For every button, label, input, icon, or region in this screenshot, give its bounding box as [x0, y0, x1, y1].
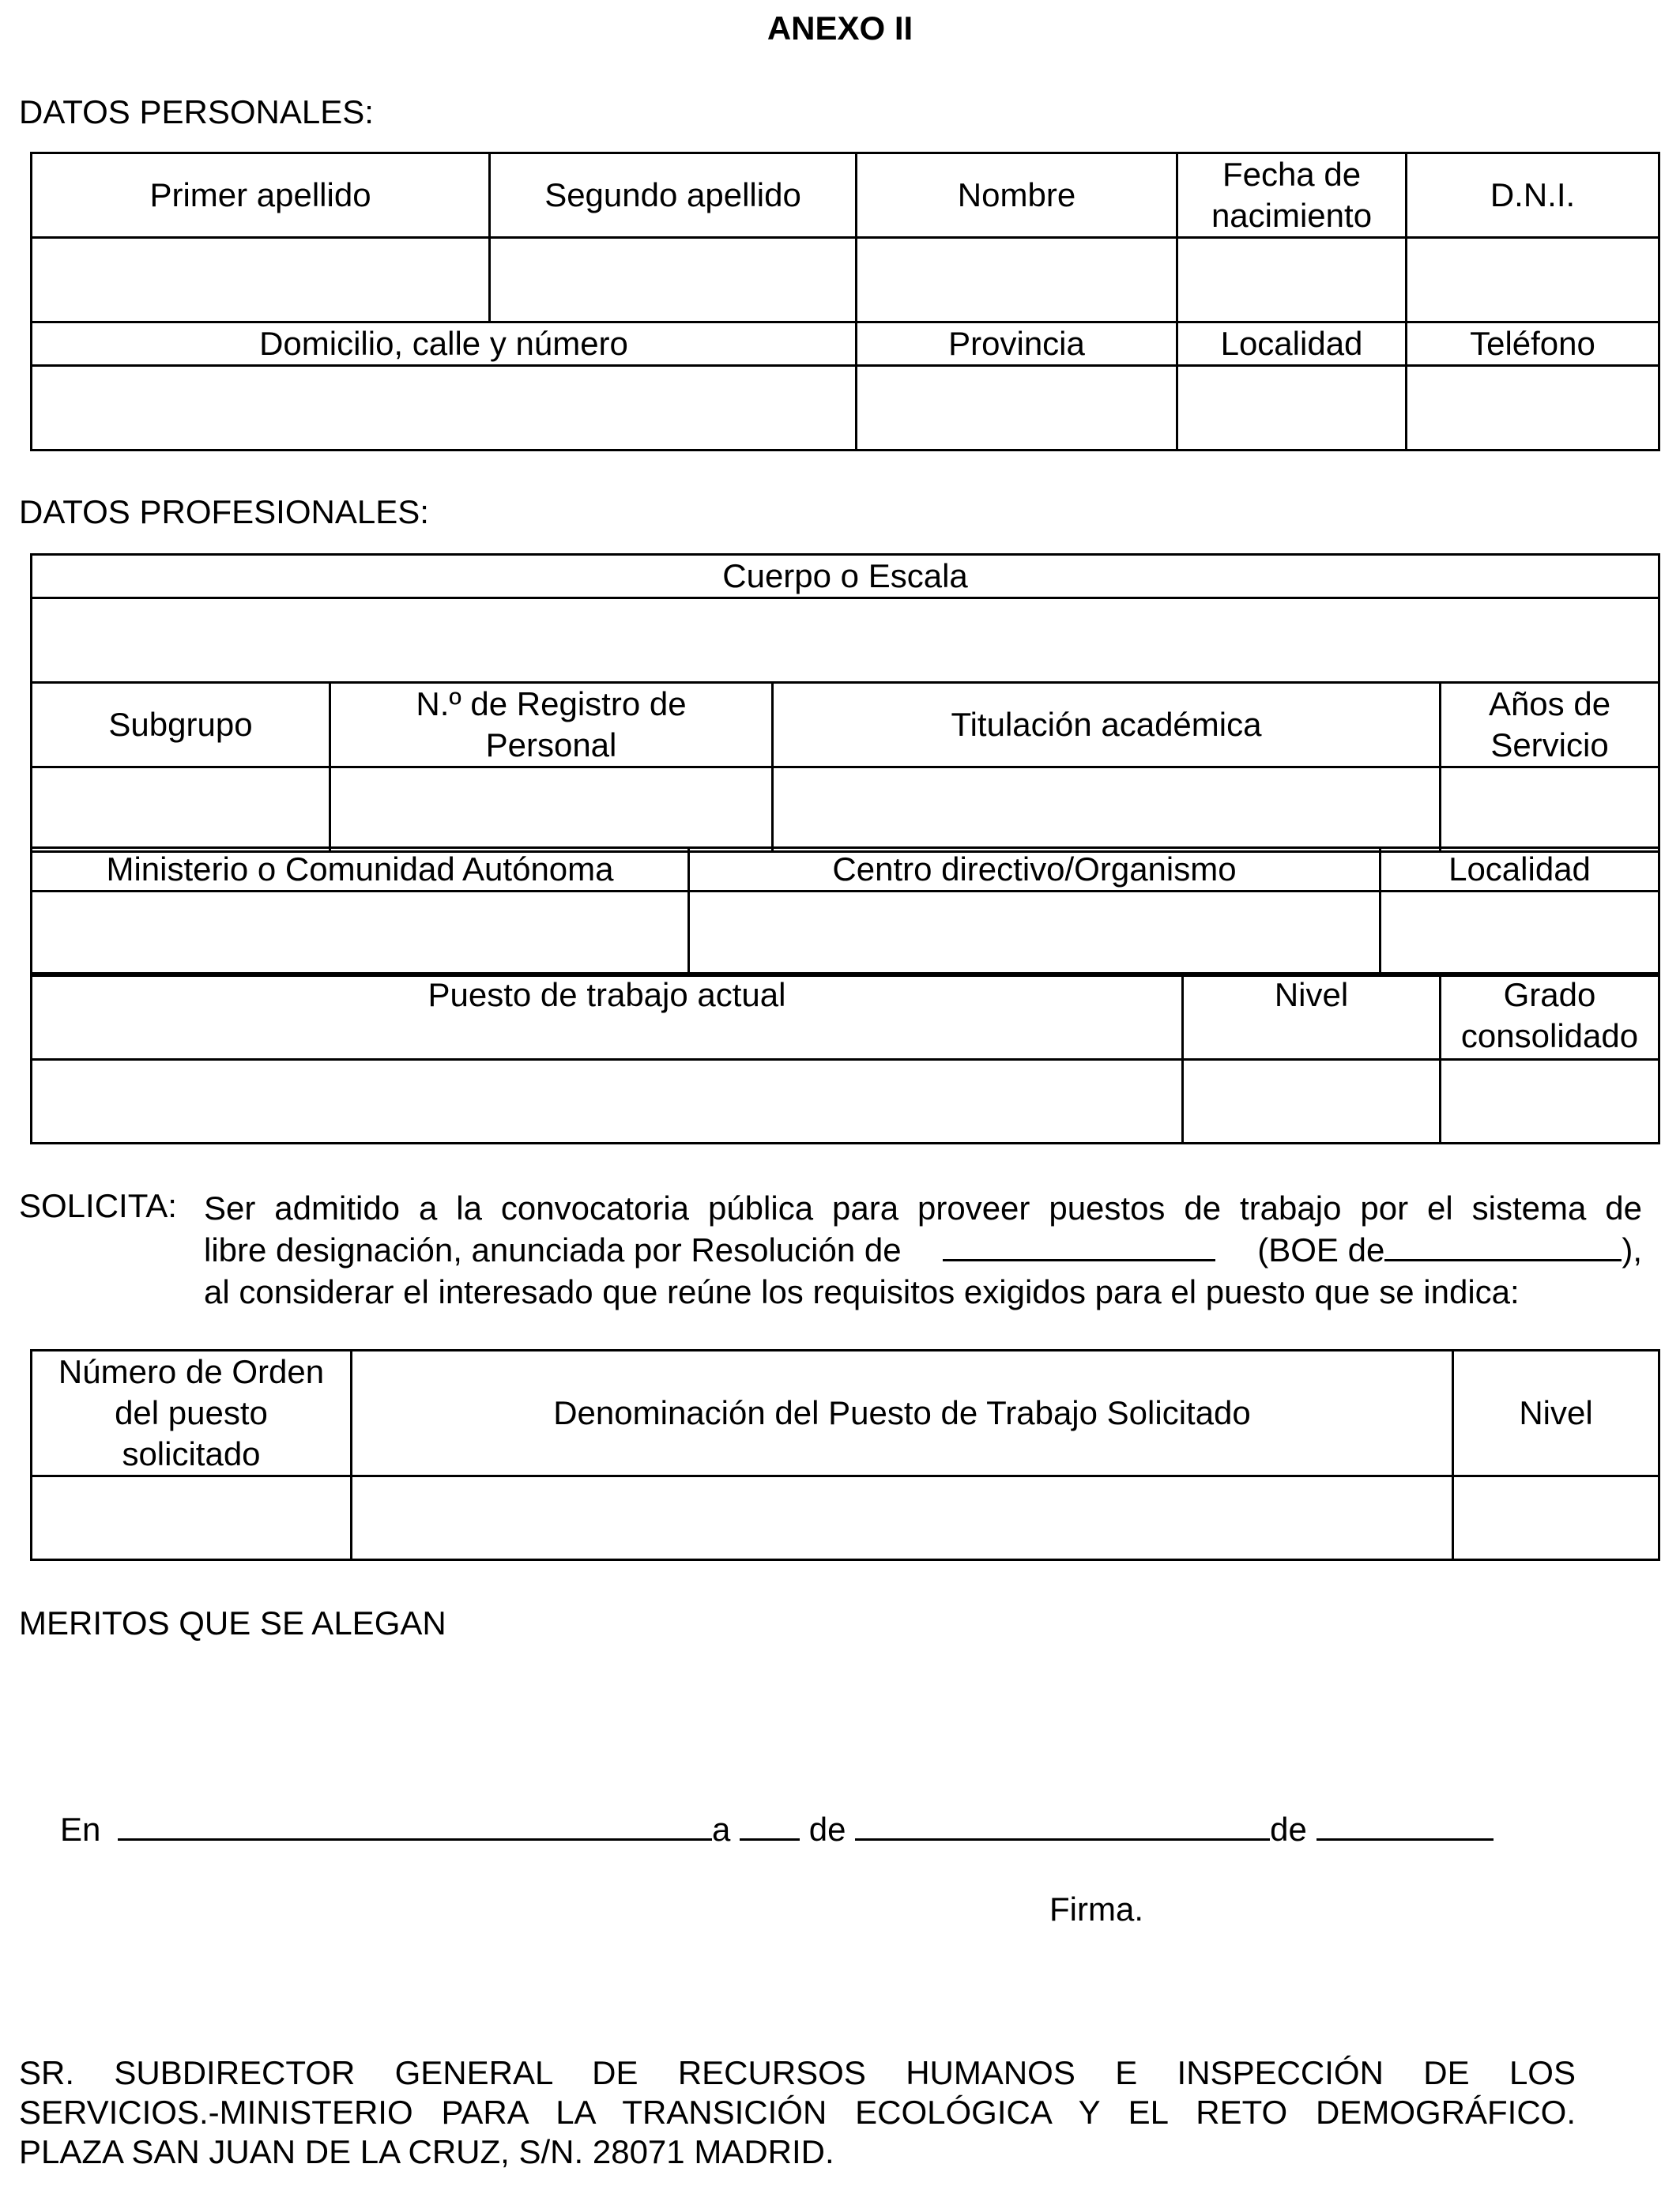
professional-data-table-2	[30, 846, 1660, 977]
addressee-line-1: SR. SUBDIRECTOR GENERAL DE RECURSOS HUMANOS E INSPECCIÓN DE LOS	[19, 2054, 1576, 2091]
nivel-solicitado-field[interactable]	[1453, 1476, 1659, 1560]
professional-data-table-3	[30, 972, 1660, 1144]
fecha-nacimiento-header: Fecha de nacimiento	[1177, 153, 1407, 238]
solicita-line-3: al considerar el interesado que reúne los requisitos exigidos para el puesto que se indica:	[204, 1273, 1520, 1310]
day-blank[interactable]	[740, 1808, 800, 1841]
solicita-line-2: libre designación, anunciada por Resolución de (BOE de ),	[204, 1229, 1642, 1271]
nombre-header: Nombre	[857, 153, 1177, 238]
place-date-line: En a de de	[60, 1808, 1494, 1849]
firma-label: Firma.	[1049, 1891, 1143, 1928]
grado-consolidado-field[interactable]	[1441, 1060, 1659, 1144]
telefono-header: Teléfono	[1407, 322, 1659, 366]
dni-field[interactable]	[1407, 238, 1659, 322]
personal-data-table	[30, 152, 1660, 451]
nivel-header: Nivel	[1183, 974, 1441, 1060]
centro-directivo-header: Centro directivo/Organismo	[689, 848, 1381, 892]
month-blank[interactable]	[855, 1808, 1270, 1841]
numero-orden-header: Número de Orden del puesto solicitado	[32, 1351, 352, 1476]
registro-personal-field[interactable]	[330, 767, 773, 852]
anos-servicio-field[interactable]	[1441, 767, 1659, 852]
centro-directivo-field[interactable]	[689, 892, 1381, 976]
telefono-field[interactable]	[1407, 366, 1659, 450]
localidad-header: Localidad	[1177, 322, 1407, 366]
segundo-apellido-header: Segundo apellido	[490, 153, 857, 238]
localidad-field[interactable]	[1177, 366, 1407, 450]
professional-data-heading: DATOS PROFESIONALES:	[19, 493, 429, 530]
solicita-label: SOLICITA:	[19, 1187, 177, 1224]
anos-servicio-header: Años de Servicio	[1441, 683, 1659, 767]
page-title: ANEXO II	[767, 9, 913, 47]
ministerio-header: Ministerio o Comunidad Autónoma	[32, 848, 689, 892]
denominacion-field[interactable]	[352, 1476, 1453, 1560]
provincia-field[interactable]	[857, 366, 1177, 450]
titulacion-header: Titulación académica	[773, 683, 1441, 767]
primer-apellido-field[interactable]	[32, 238, 490, 322]
addressee-block	[19, 2053, 1576, 2172]
meritos-heading: MERITOS QUE SE ALEGAN	[19, 1604, 446, 1642]
boe-date-blank[interactable]	[1384, 1229, 1622, 1261]
year-blank[interactable]	[1317, 1808, 1494, 1841]
localidad-prof-field[interactable]	[1381, 892, 1659, 976]
personal-data-heading: DATOS PERSONALES:	[19, 93, 374, 130]
provincia-header: Provincia	[857, 322, 1177, 366]
cuerpo-escala-field[interactable]	[32, 598, 1659, 683]
place-blank[interactable]	[118, 1808, 712, 1841]
cuerpo-escala-header: Cuerpo o Escala	[32, 555, 1659, 598]
registro-personal-header: N.º de Registro de Personal	[330, 683, 773, 767]
addressee-line-2: SERVICIOS.-MINISTERIO PARA LA TRANSICIÓN ECOLÓGICA Y EL RETO DEMOGRÁFICO.	[19, 2094, 1576, 2131]
addressee-line-3: PLAZA SAN JUAN DE LA CRUZ, S/N. 28071 MADRID.	[19, 2133, 834, 2170]
segundo-apellido-field[interactable]	[490, 238, 857, 322]
solicita-line-1: Ser admitido a la convocatoria pública para proveer puestos de trabajo por el sistema de	[204, 1189, 1642, 1227]
nombre-field[interactable]	[857, 238, 1177, 322]
localidad-prof-header: Localidad	[1381, 848, 1659, 892]
domicilio-field[interactable]	[32, 366, 857, 450]
professional-data-table-1	[30, 553, 1660, 853]
numero-orden-field[interactable]	[32, 1476, 352, 1560]
titulacion-field[interactable]	[773, 767, 1441, 852]
puesto-actual-header: Puesto de trabajo actual	[32, 974, 1183, 1060]
nivel-solicitado-header: Nivel	[1453, 1351, 1659, 1476]
nivel-field[interactable]	[1183, 1060, 1441, 1144]
subgrupo-header: Subgrupo	[32, 683, 330, 767]
subgrupo-field[interactable]	[32, 767, 330, 852]
denominacion-header: Denominación del Puesto de Trabajo Solicitado	[352, 1351, 1453, 1476]
puesto-actual-field[interactable]	[32, 1060, 1183, 1144]
grado-consolidado-header: Grado consolidado	[1441, 974, 1659, 1060]
primer-apellido-header: Primer apellido	[32, 153, 490, 238]
fecha-nacimiento-field[interactable]	[1177, 238, 1407, 322]
requested-position-table	[30, 1349, 1660, 1561]
solicita-text	[204, 1187, 1642, 1313]
dni-header: D.N.I.	[1407, 153, 1659, 238]
domicilio-header: Domicilio, calle y número	[32, 322, 857, 366]
ministerio-field[interactable]	[32, 892, 689, 976]
resolucion-date-blank[interactable]	[943, 1229, 1215, 1261]
